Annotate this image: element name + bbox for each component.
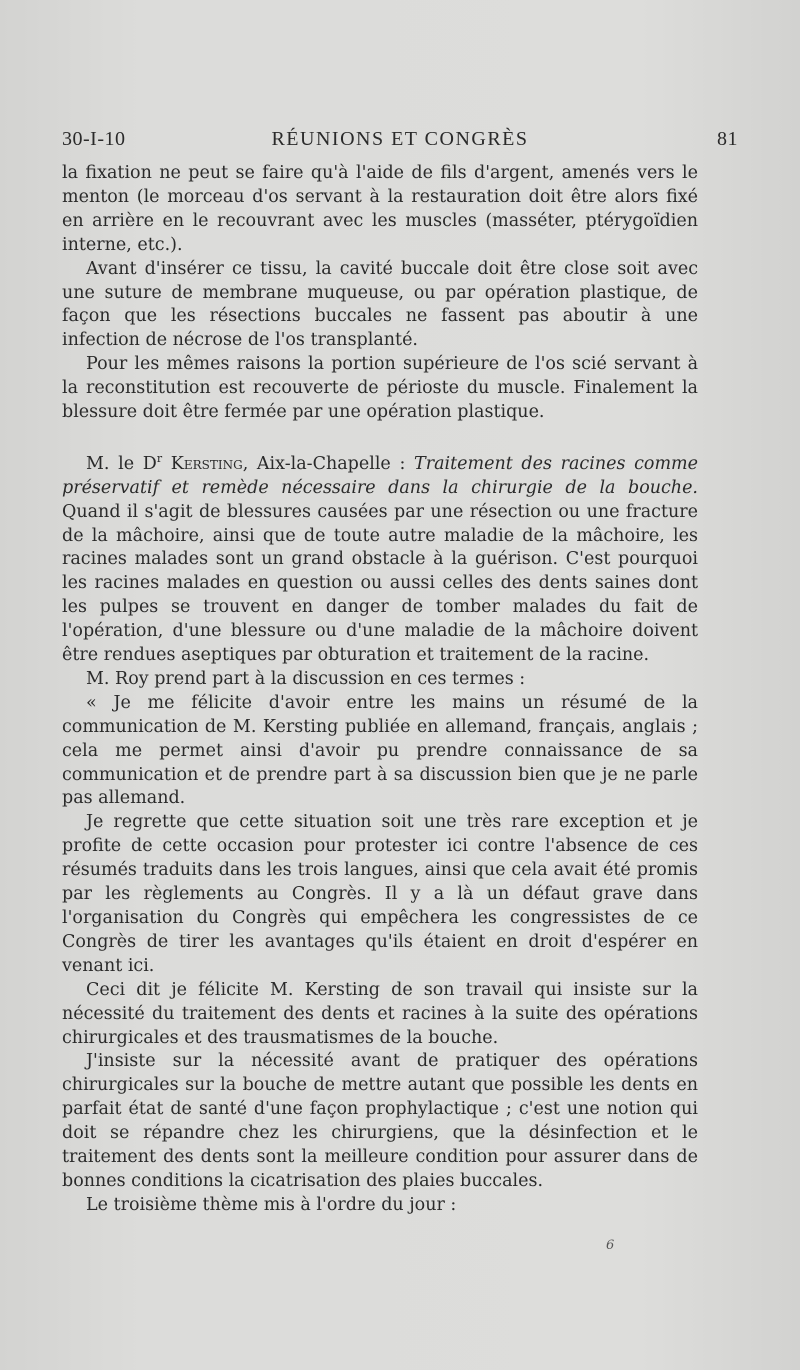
- author-place: , Aix-la-Chapelle :: [242, 453, 415, 474]
- header-date: 30-I-10: [62, 128, 126, 150]
- page-body: [62, 162, 698, 1218]
- signature-mark: 6: [606, 1238, 615, 1253]
- kersting-prefix: M. le D: [86, 453, 157, 474]
- paragraph-troisieme: Le troisième thème mis à l'ordre du jour :: [86, 1194, 457, 1215]
- paragraph-ceci-dit: Ceci dit je félicite M. Kersting de son travail qui insiste sur la nécessité du traitement des dents et racines à la suite des opérations chirurgicales et des trausmatismes de la bouche.: [62, 979, 698, 1048]
- communication-summary: Quand il s'agit de blessures causées par une résection ou une fracture de la mâchoire, ainsi que de toute autre maladie de la mâchoire, les racines malades sont un grand obstacle à la guérison. C'est pourquoi les racines malades en question ou aussi celles des dents saines dont les pulpes se trouvent en danger de tomber malades du fait de l'opération, d'une blessure ou d'une maladie de la mâchoire doivent être rendues aseptiques par obturation et traitement de la racine.: [62, 501, 698, 666]
- paragraph-fixation: la fixation ne peut se faire qu'à l'aide de fils d'argent, amenés vers le menton (le morceau d'os servant à la restauration doit être alors fixé en arrière en le recouvrant avec les muscles (masséter, ptérygoïdien interne, etc.).: [62, 163, 698, 255]
- communication-title: Traitement des racines comme préservatif et remède nécessaire dans la chirurgie de la bouche.: [62, 453, 698, 498]
- header-title: RÉUNIONS ET CONGRÈS: [271, 128, 529, 150]
- page-number: 81: [717, 128, 738, 150]
- paragraph-felicite: « Je me félicite d'avoir entre les mains un résumé de la communication de M. Kersting publiée en allemand, français, anglais ; cela me permet ainsi d'avoir pu prendre connaissance de sa communication et de prendre part à sa discussion bien que je ne parle pas allemand.: [62, 692, 698, 809]
- running-header: [62, 128, 738, 158]
- paragraph-cavite: Avant d'insérer ce tissu, la cavité buccale doit être close soit avec une suture de membrane muqueuse, ou par opération plastique, de façon que les résections buccales ne fassent pas aboutir à une infection de nécrose de l'os transplanté.: [62, 258, 698, 351]
- paragraph-roy: M. Roy prend part à la discussion en ces termes :: [86, 668, 526, 689]
- paragraph-insiste: J'insiste sur la nécessité avant de pratiquer des opérations chirurgicales sur la bouche de mettre autant que possible les dents en parfait état de santé d'une façon prophylactique ; c'est une notion qui doit se répandre chez les chirurgiens, que la désinfection et le traitement des dents sont la meilleure condition pour assurer dans de bonnes conditions la cicatrisation des plaies buccales.: [62, 1051, 698, 1191]
- paragraph-kersting: [62, 447, 698, 668]
- kersting-sup: r: [156, 451, 163, 465]
- author-name: Kersting: [170, 453, 243, 474]
- paragraph-raisons: Pour les mêmes raisons la portion supérieure de l'os scié servant à la reconstitution est recouverte de périoste du muscle. Finalement la blessure doit être fermée par une opération plastique.: [62, 354, 698, 423]
- paragraph-regrette: Je regrette que cette situation soit une très rare exception et je profite de cette occasion pour protester ici contre l'absence de ces résumés traduits dans les trois langues, ainsi que cela avait été promis par les règlements au Congrès. Il y a là un défaut grave dans l'organisation du Congrès qui empêchera les congressistes de ce Congrès de tirer les avantages qu'ils étaient en droit d'espérer en venant ici.: [62, 812, 698, 976]
